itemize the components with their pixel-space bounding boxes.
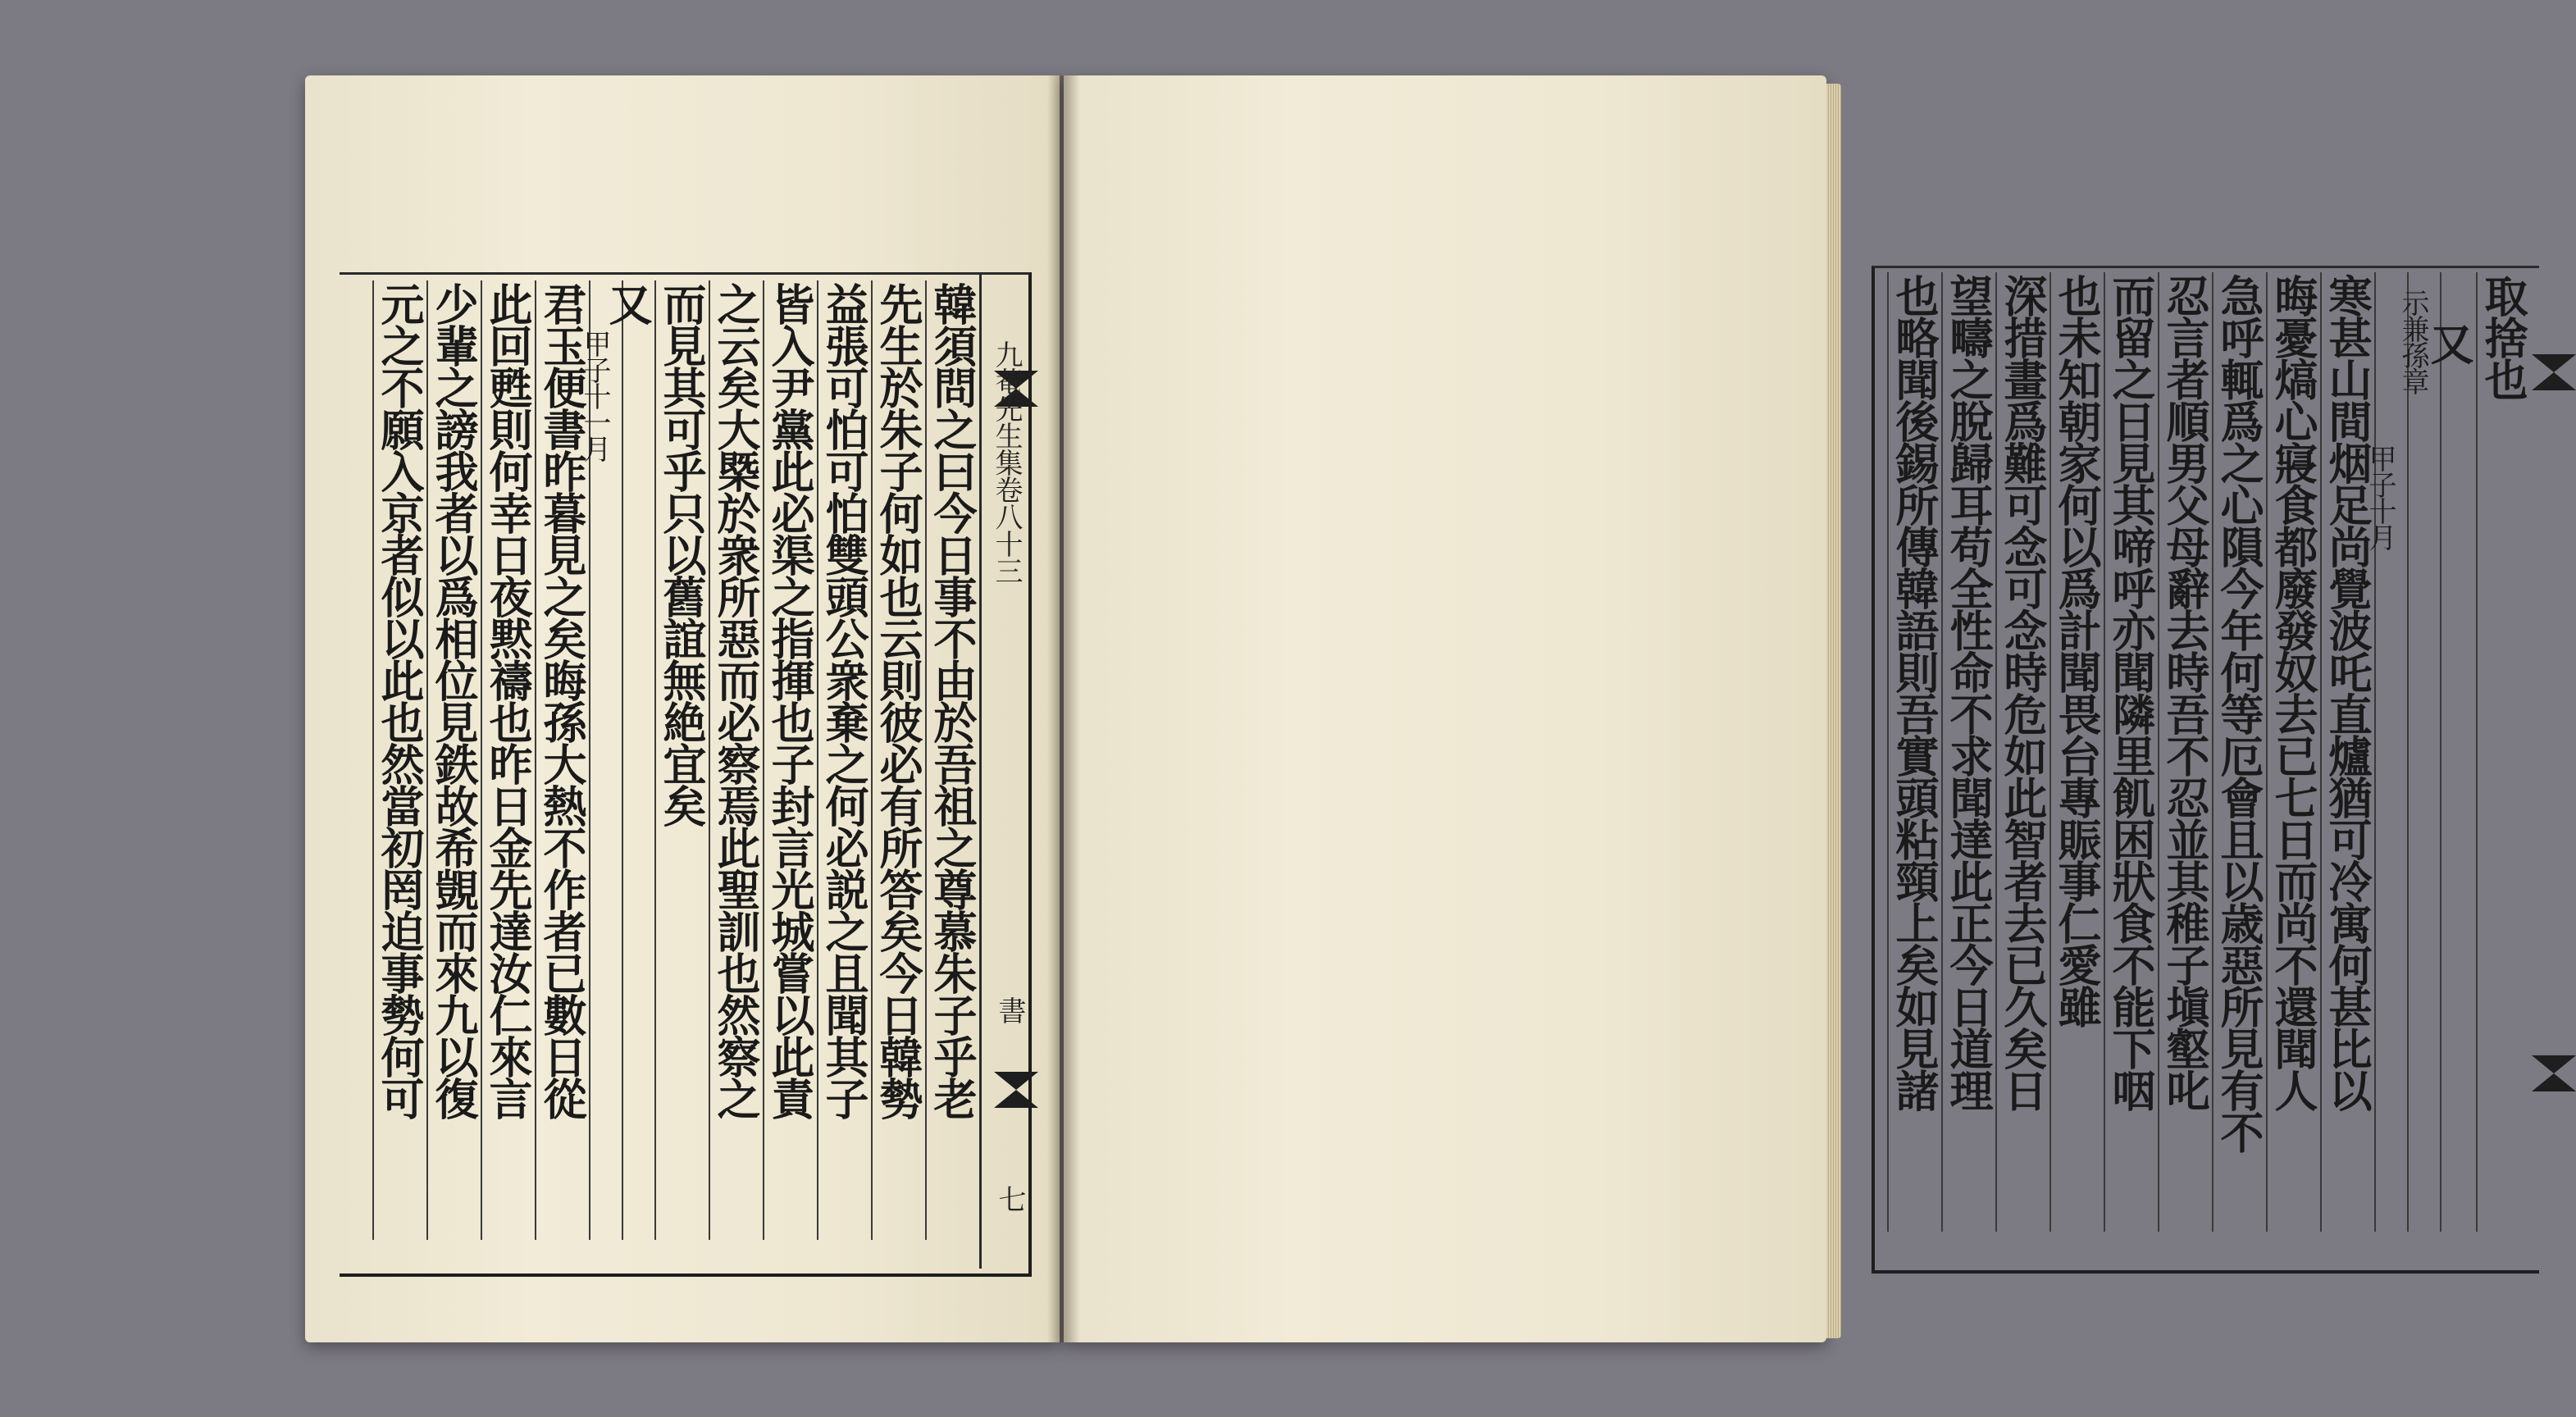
section-category: 書: [993, 996, 1026, 1024]
text-column: 韓須問之曰今日事不由於吾祖之尊慕朱子乎老: [925, 280, 979, 1240]
text-column: 深措畫爲難可念可念時危如此智者去已久矣日: [1995, 272, 2049, 1232]
left-text-columns: [340, 280, 979, 1240]
text-column: 而留之日見其啼呼亦聞隣里飢困狀食不能下咽: [2104, 272, 2158, 1232]
page-edges: [1826, 84, 1841, 1338]
text-column: 先生於朱子何如也云則彼必有所答矣今日韓勢: [871, 280, 925, 1240]
center-fold-column: [979, 275, 1031, 1269]
letter-recipient: 示兼孫章: [2407, 272, 2440, 1232]
text-column: 而見其可乎只以舊誼無絶宜矣: [654, 280, 709, 1240]
right-text-columns: [1874, 272, 2530, 1232]
text-column: 望疇之脫歸耳苟全性命不求聞達此正今日道理: [1941, 272, 1995, 1232]
text-column: 元之不願入京者似以此也然當初罔迫事勢何可: [372, 280, 426, 1240]
left-page: [305, 75, 1060, 1342]
letter-heading: 又: [622, 280, 654, 1240]
text-column: 此回甦則何幸日夜黙禱也昨日金先達汝仁來言: [481, 280, 535, 1240]
open-book: [305, 75, 2528, 1346]
text-column: 皆入尹黨此必渠之指揮也子封言光城嘗以此責: [763, 280, 817, 1240]
text-column: 也未知朝家何以爲計聞畏台專賑事仁愛雖: [2049, 272, 2104, 1232]
letter-heading: 又: [2440, 272, 2476, 1232]
text-column: 益張可怕可怕雙頭公衆棄之何必説之且聞其子: [817, 280, 871, 1240]
text-column: 忍言者順男父母辭去時吾不忍並其稚子塡壑叱: [2158, 272, 2212, 1232]
right-page: [1064, 75, 2528, 1342]
text-column: 少輩之謗我者以爲相位見鉄故希覬而來九以復: [426, 280, 481, 1240]
text-column: 急呼輒爲之心隕今年何等厄會且以歳惡所見有不: [2212, 272, 2266, 1232]
letter-date: 甲子十月: [2374, 272, 2407, 1232]
text-column: 晦憂熇心寢食都廢發奴去已七日而尚不還聞人: [2266, 272, 2320, 1232]
text-column: 也略聞後錫所傳韓語則吾實頭粘頸上矣如見諸: [1887, 272, 1941, 1232]
book-gutter: [1047, 75, 1080, 1342]
page-number: 七: [993, 1185, 1026, 1213]
book-title: 九菴先生集卷八十三: [990, 340, 1023, 584]
text-column: 君玉便書昨暮見之矣晦孫大熱不作者已數日從: [535, 280, 589, 1240]
letter-date: 甲子十一月: [589, 280, 622, 1240]
text-column: 之云矣大槩於衆所惡而必察焉此聖訓也然察之: [709, 280, 763, 1240]
text-column: 取捨也: [2476, 272, 2530, 1232]
text-column: 寒甚山間烟足尚覺波吒直爐猶可冷寓何甚比以: [2320, 272, 2374, 1232]
